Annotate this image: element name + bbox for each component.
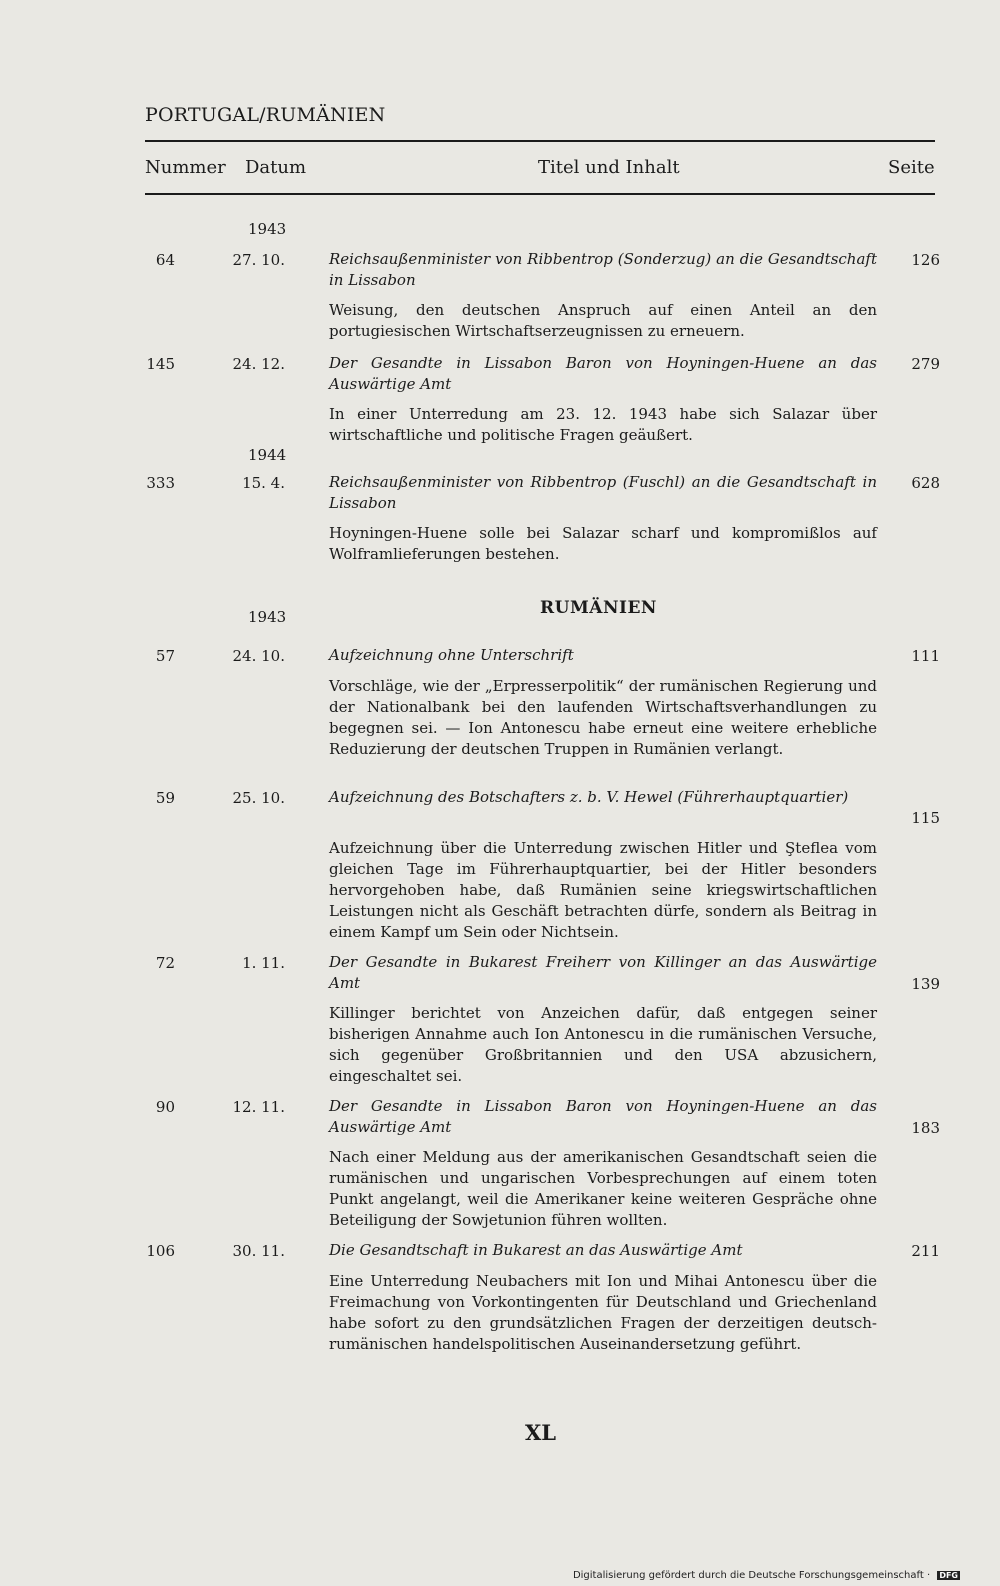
column-header-number: Nummer xyxy=(145,157,226,178)
section-heading: RUMÄNIEN xyxy=(540,598,657,618)
entry-date: 12. 11. xyxy=(232,1098,285,1116)
entry-page: 183 xyxy=(911,1119,940,1137)
footer-text: Digitalisierung gefördert durch die Deutsche Forschungsgemeinschaft · xyxy=(572,1570,931,1581)
entry-date: 24. 10. xyxy=(232,647,285,665)
header-rule-bottom xyxy=(145,193,935,195)
entry-number: 59 xyxy=(155,789,175,807)
entry-title: Der Gesandte in Lissabon Baron von Hoyningen-Huene an das Auswärtige Amt xyxy=(329,1097,877,1136)
entry-summary: Vorschläge, wie der „Erpresserpolitik“ der rumänischen Regierung und der Nationalbank bei den laufenden Wirtschaftsverhandlungen zu begegnen sei. — Ion Antonescu habe erneut eine weitere erhebliche Reduzierung der deutschen Truppen in Rumänien verlangt. xyxy=(329,677,877,758)
year-label: 1944 xyxy=(248,446,287,464)
entry-title: Aufzeichnung ohne Unterschrift xyxy=(329,646,574,664)
running-head: PORTUGAL/RUMÄNIEN xyxy=(145,104,386,126)
entry-date: 24. 12. xyxy=(232,355,285,373)
entry-number: 90 xyxy=(155,1098,175,1116)
year-label: 1943 xyxy=(248,608,287,626)
entry-date: 27. 10. xyxy=(232,251,285,269)
entry-page: 139 xyxy=(911,975,940,993)
entry-page: 279 xyxy=(911,355,940,373)
entry-date: 1. 11. xyxy=(242,954,285,972)
page-folio: XL xyxy=(525,1420,557,1445)
entry-number: 106 xyxy=(146,1242,175,1260)
entry-date: 30. 11. xyxy=(232,1242,285,1260)
entry-number: 57 xyxy=(155,647,175,665)
column-header-date: Datum xyxy=(245,157,307,178)
entry-page: 628 xyxy=(911,474,940,492)
year-label: 1943 xyxy=(248,220,287,238)
entry-title: Der Gesandte in Bukarest Freiherr von Killinger an das Auswärtige Amt xyxy=(329,953,877,992)
entry-number: 145 xyxy=(146,355,175,373)
entry-number: 64 xyxy=(155,251,175,269)
entry-summary: Aufzeichnung über die Unterredung zwischen Hitler und Şteflea vom gleichen Tage im Führerhauptquartier, bei der Hitler besonders hervorgehoben habe, daß Rumänien seine kriegswirtschaftlichen Leistungen nicht als Geschäft betrachten dürfe, sondern als Beitrag in einem Kampf um Sein oder Nichtsein. xyxy=(329,839,877,941)
entry-number: 333 xyxy=(146,474,175,492)
header-rule-top xyxy=(145,140,935,142)
entry-summary: Killinger berichtet von Anzeichen dafür, daß entgegen seiner bisherigen Annahme auch Ion Antonescu in die rumänischen Versuche, sich gegenüber Großbritannien und den USA abzusichern, eingeschaltet sei. xyxy=(329,1004,877,1085)
entry-summary: Nach einer Meldung aus der amerikanischen Gesandtschaft seien die rumänischen und ungarischen Vorbesprechungen auf einem toten Punkt angelangt, weil die Amerikaner keine weiteren Gespräche ohne Beteiligung der Sowjetunion führen wollten. xyxy=(329,1148,877,1229)
entry-summary: Weisung, den deutschen Anspruch auf einen Anteil an den portugiesischen Wirtschaftserzeugnissen zu erneuern. xyxy=(329,301,877,340)
entry-title: Der Gesandte in Lissabon Baron von Hoyningen-Huene an das Auswärtige Amt xyxy=(329,354,877,393)
dfg-logo-icon: DFG xyxy=(939,1571,958,1580)
entry-page: 126 xyxy=(911,251,940,269)
column-header-page: Seite xyxy=(888,157,935,178)
entry-summary: Eine Unterredung Neubachers mit Ion und Mihai Antonescu über die Freimachung von Vorkontingenten für Deutschland und Griechenland habe sofort zu den grundsätzlichen Fragen der derzeitigen deutsch-rumänischen handelspolitischen Auseinandersetzung geführt. xyxy=(329,1272,877,1353)
entry-date: 25. 10. xyxy=(232,789,285,807)
entry-summary: Hoyningen-Huene solle bei Salazar scharf und kompromißlos auf Wolframlieferungen bestehen. xyxy=(329,524,877,563)
entry-title: Reichsaußenminister von Ribbentrop (Sonderzug) an die Gesandtschaft in Lissabon xyxy=(329,250,877,289)
entry-title: Aufzeichnung des Botschafters z. b. V. Hewel (Führerhauptquartier) xyxy=(329,788,849,806)
column-header-title: Titel und Inhalt xyxy=(538,157,680,178)
digitization-footer xyxy=(573,1570,960,1581)
entry-page: 211 xyxy=(911,1242,940,1260)
entry-page: 111 xyxy=(911,647,940,665)
entry-number: 72 xyxy=(155,954,175,972)
entry-date: 15. 4. xyxy=(242,474,285,492)
entry-title: Die Gesandtschaft in Bukarest an das Auswärtige Amt xyxy=(329,1241,743,1259)
entry-summary: In einer Unterredung am 23. 12. 1943 habe sich Salazar über wirtschaftliche und politische Fragen geäußert. xyxy=(329,405,877,444)
entry-page: 115 xyxy=(911,809,940,827)
entry-title: Reichsaußenminister von Ribbentrop (Fuschl) an die Gesandtschaft in Lissabon xyxy=(329,473,877,512)
